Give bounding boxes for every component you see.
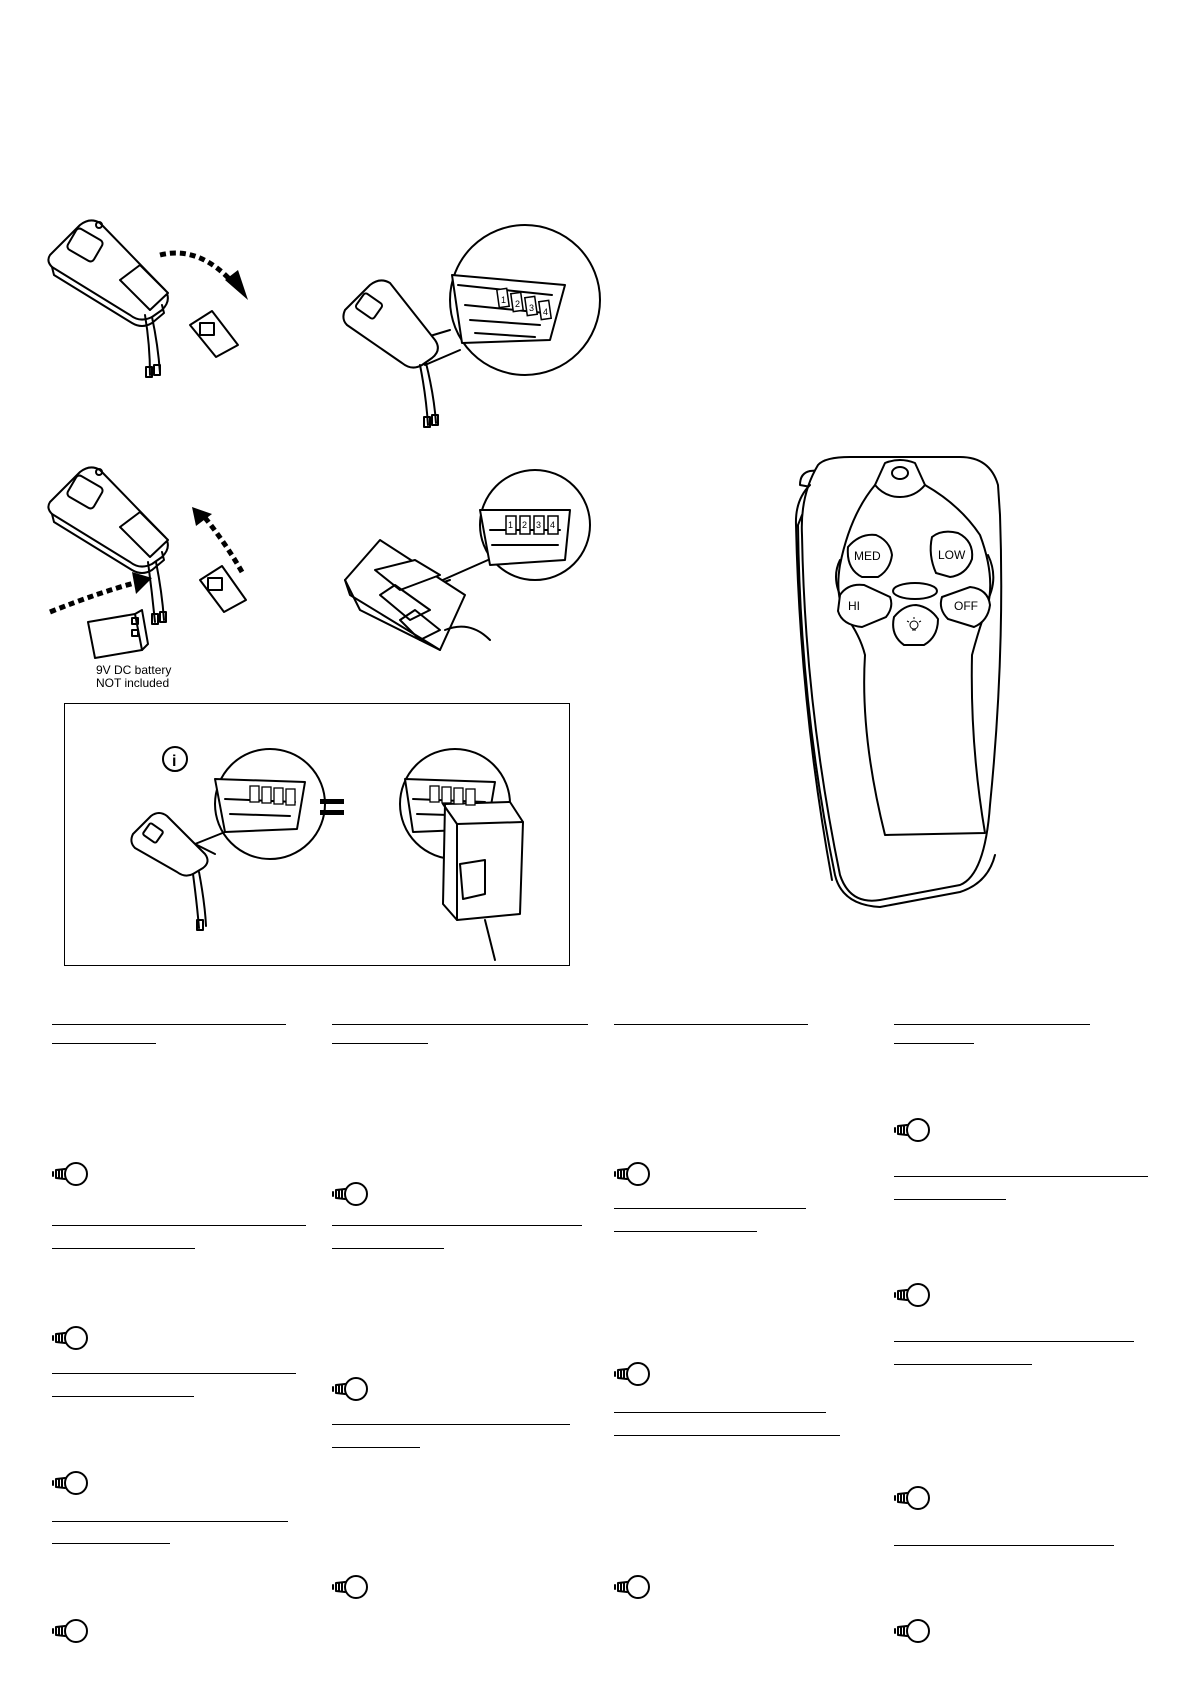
column-1-rule [52, 1248, 195, 1249]
light-bulb-icon [50, 1324, 90, 1352]
column-3-rule [614, 1208, 806, 1209]
remote-button-low-label: LOW [938, 548, 966, 562]
receiver-dip-label-2: 2 [522, 520, 528, 530]
column-4-rule [894, 1199, 1006, 1200]
light-bulb-icon [50, 1469, 90, 1497]
remote-light-button [893, 605, 938, 645]
column-3-rule [614, 1024, 808, 1025]
column-2-rule [332, 1248, 444, 1249]
column-2-rule [332, 1024, 588, 1025]
column-4-rule [894, 1024, 1090, 1025]
column-4-rule [894, 1364, 1032, 1365]
receiver-dip-label-3: 3 [536, 520, 542, 530]
light-bulb-icon [892, 1116, 932, 1144]
dip-label-3: 3 [529, 303, 535, 313]
column-4-rule [894, 1341, 1134, 1342]
light-bulb-icon [330, 1375, 370, 1403]
column-2-rule [332, 1043, 428, 1044]
column-3-rule [614, 1231, 757, 1232]
dip-label-4: 4 [543, 307, 549, 317]
column-1-rule [52, 1225, 306, 1226]
step-open-cover-illustration [40, 205, 270, 395]
column-1-rule [52, 1043, 156, 1044]
column-2-rule [332, 1225, 582, 1226]
column-1-rule [52, 1373, 296, 1374]
light-bulb-icon [612, 1160, 652, 1188]
column-2-rule [332, 1424, 570, 1425]
column-1-rule [52, 1024, 286, 1025]
light-bulb-icon [892, 1617, 932, 1645]
battery-caption-line-1: 9V DC battery [96, 663, 172, 677]
battery-caption-line-2: NOT included [96, 676, 170, 690]
column-4-rule [894, 1176, 1148, 1177]
receiver-dip-label-1: 1 [508, 520, 514, 530]
battery-insert-illustration [40, 462, 270, 662]
light-bulb-icon [612, 1573, 652, 1601]
light-bulb-icon [50, 1160, 90, 1188]
transmitter-dip-switch-illustration [340, 225, 600, 455]
column-3-rule [614, 1412, 826, 1413]
column-4-rule [894, 1545, 1114, 1546]
light-bulb-icon [892, 1484, 932, 1512]
remote-control-illustration [790, 455, 1020, 905]
remote-button-med-label: MED [854, 549, 881, 563]
remote-button-off-label: OFF [954, 599, 978, 613]
column-4-rule [894, 1043, 974, 1044]
receiver-dip-switch-illustration [340, 470, 600, 670]
dip-match-note-box [64, 703, 570, 966]
light-bulb-icon [330, 1180, 370, 1208]
dip-label-2: 2 [515, 299, 521, 309]
column-1-rule [52, 1543, 170, 1544]
svg-text:i: i [172, 753, 177, 770]
column-1-rule [52, 1396, 194, 1397]
dip-label-1: 1 [501, 295, 507, 305]
remote-button-hi-label: HI [848, 599, 860, 613]
column-3-rule [614, 1435, 840, 1436]
column-2-rule [332, 1447, 420, 1448]
dip-match-illustration [65, 704, 571, 967]
light-bulb-icon [330, 1573, 370, 1601]
battery-caption [96, 664, 171, 690]
light-bulb-icon [612, 1360, 652, 1388]
light-bulb-icon [892, 1281, 932, 1309]
column-1-rule [52, 1521, 288, 1522]
receiver-dip-label-4: 4 [550, 520, 556, 530]
light-bulb-icon [50, 1617, 90, 1645]
